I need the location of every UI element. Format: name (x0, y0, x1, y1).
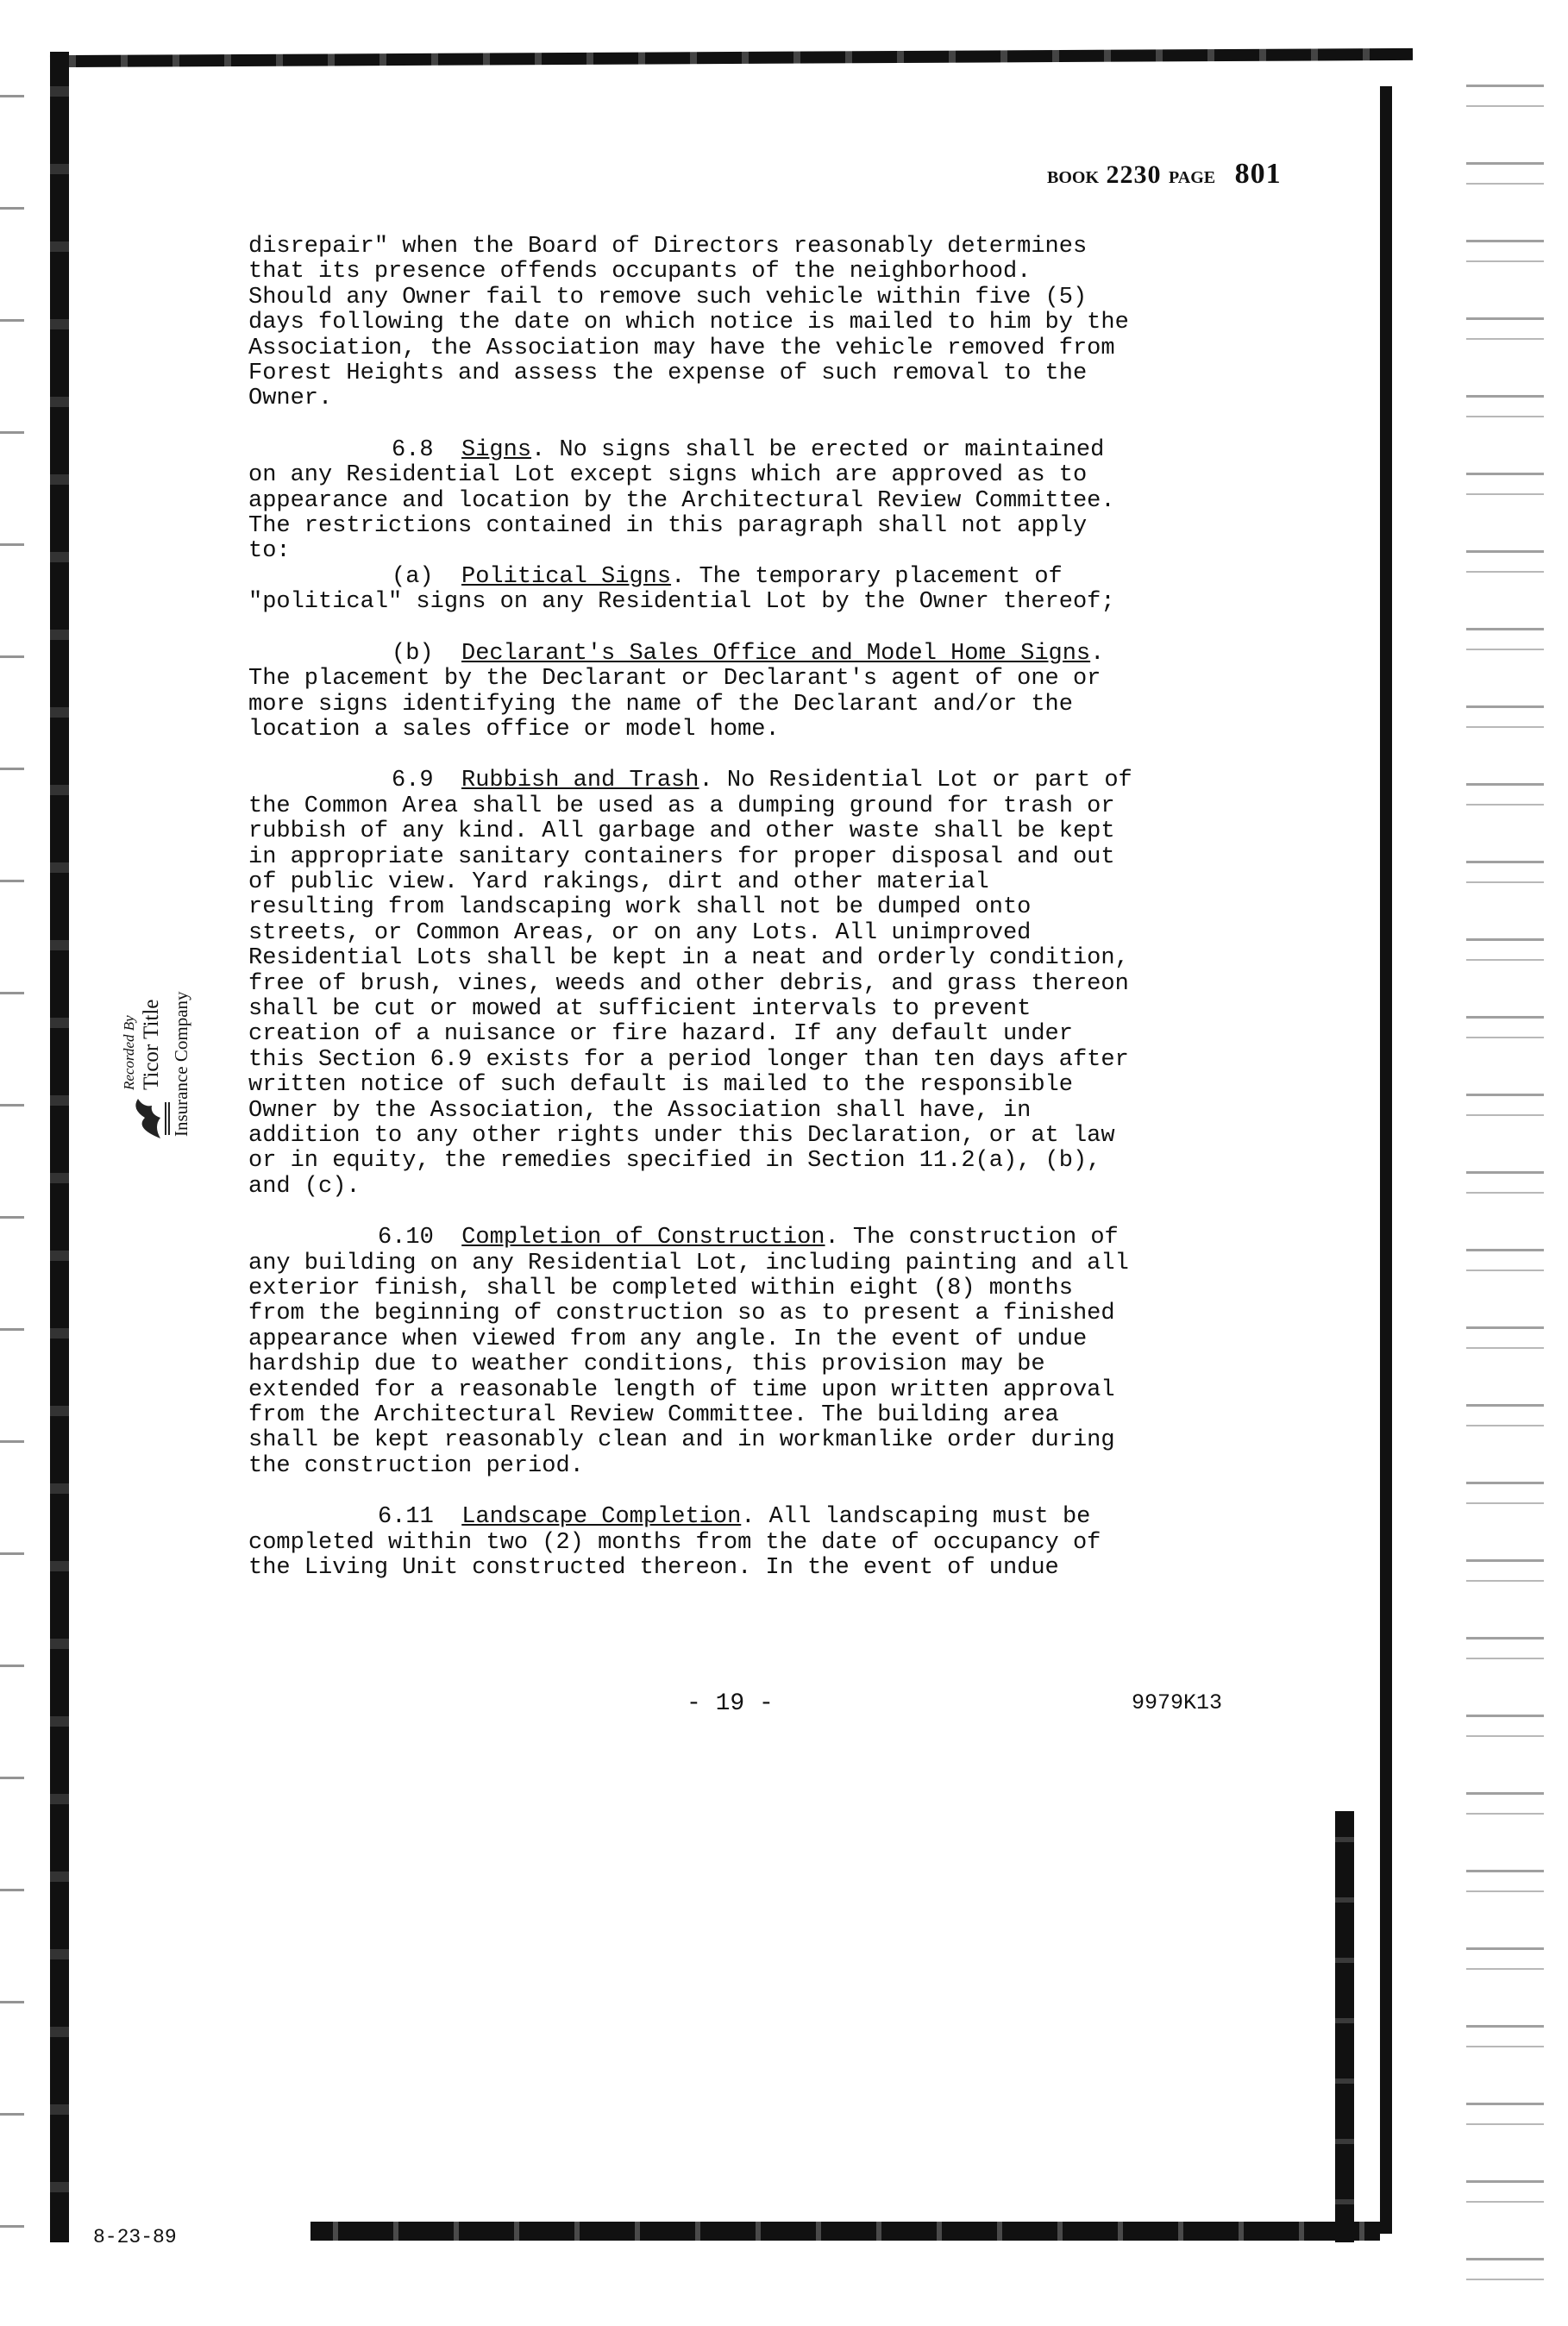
subsection-text: . The temporary placement of "political" signs on any Residential Lot by the Owner thereof; (248, 563, 1115, 616)
section-6-9 (248, 768, 1240, 1200)
section-number: 6.9 (392, 768, 434, 794)
section-6-11 (248, 1505, 1240, 1581)
section-number: 6.10 (378, 1225, 434, 1251)
section-heading: Signs (461, 436, 532, 463)
section-text: . The construction of any building on any Residential Lot, including painting and all exterior finish, shall be completed within eight (8) months from the beginning of construction so as to present a finished appearance when viewed from any angle. In the event of undue hardship due to weather conditions, this provision may be extended for a reasonable length of time upon written approval from the Architectural Review Committee. The building area shall be kept reasonably clean and in workmanlike order during the construction period. (248, 1225, 1129, 1479)
section-6-8 (248, 438, 1240, 565)
page-number: 801 (1234, 158, 1282, 190)
section-text: . All landscaping must be completed within two (2) months from the date of occupancy of the Living Unit constructed thereon. In the event of undue (248, 1504, 1101, 1582)
stamp-ticor-title: Ticor Title (140, 999, 163, 1090)
section-text: . No Residential Lot or part of the Common Area shall be used as a dumping ground for trash or rubbish of any kind. All garbage and other waste shall be kept in appropriate sanitary containers for proper disposal and out of public view. Yard rakings, dirt and other material resulting from landscaping work shall not be dumped onto streets, or Common Areas, or on any Lots. All unimproved Residential Lots shall be kept in a neat and orderly condition, free of brush, vines, weeds and other debris, and grass thereon shall be cut or mowed at sufficient intervals to prevent creation of a nuisance or fire hazard. If any default under this Section 6.9 exists for a period longer than ten days after written notice of such default is mailed to the responsible Owner by the Association, the Association shall have, in addition to any other rights under this Declaration, or at law or in equity, the remedies specified in Section 11.2(a), (b), and (c). (248, 768, 1132, 1200)
page-label: PAGE (1169, 168, 1216, 187)
ticor-eagle-logo-icon (126, 1095, 174, 1144)
scan-border-right-thick (1335, 1811, 1354, 2242)
footer-page-number: - 19 - (687, 1690, 774, 1717)
section-6-8-b (248, 642, 1240, 743)
scan-border-right (1380, 86, 1392, 2234)
section-number: 6.11 (378, 1504, 434, 1531)
footer-date: 8-23-89 (93, 2226, 177, 2248)
subsection-heading: Political Signs (461, 563, 672, 590)
section-number: 6.8 (392, 436, 434, 463)
subsection-marker: (a) (392, 563, 434, 590)
recording-stamp-rotated (110, 928, 198, 1144)
scan-border-left (50, 52, 69, 2242)
section-heading: Completion of Construction (461, 1225, 825, 1251)
stamp-recorded-by: Recorded By (121, 1015, 137, 1090)
book-page-reference (1047, 158, 1282, 191)
section-text: . No signs shall be erected or maintained on any Residential Lot except signs which are approved as to appearance and location by the Architectural Review Committee. The restrictions contained in this paragraph shall not apply to: (248, 436, 1115, 565)
scan-border-top (50, 48, 1413, 67)
scan-edge-marks-right (1466, 52, 1544, 2294)
subsection-marker: (b) (392, 640, 434, 667)
scan-border-bottom (310, 2222, 1380, 2241)
stamp-insurance-company: Insurance Company (171, 991, 191, 1137)
document-body (248, 235, 1240, 1582)
book-number: 2230 (1106, 160, 1162, 189)
section-6-10 (248, 1226, 1240, 1479)
footer-document-id: 9979K13 (1132, 1690, 1223, 1715)
subsection-heading: Declarant's Sales Office and Model Home Signs (461, 640, 1091, 667)
section-heading: Landscape Completion (461, 1504, 742, 1531)
carryover-paragraph: disrepair" when the Board of Directors reasonably determines that its presence offends occupants of the neighborhood. Should any Owner fail to remove such vehicle within five (5) days following the date on which notice is mailed to him by the Association, the Association may have the vehicle removed from Forest Heights and assess the expense of such removal to the Owner. (248, 234, 1129, 412)
book-label: BOOK (1047, 168, 1100, 187)
recording-stamp (110, 928, 198, 1144)
subsection-text: . The placement by the Declarant or Declarant's agent of one or more signs identifying the name of the Declarant and/or the location a sales office or model home. (248, 640, 1105, 743)
scan-edge-marks-left (0, 34, 24, 2294)
section-6-8-a (248, 565, 1240, 616)
section-heading: Rubbish and Trash (461, 768, 699, 794)
